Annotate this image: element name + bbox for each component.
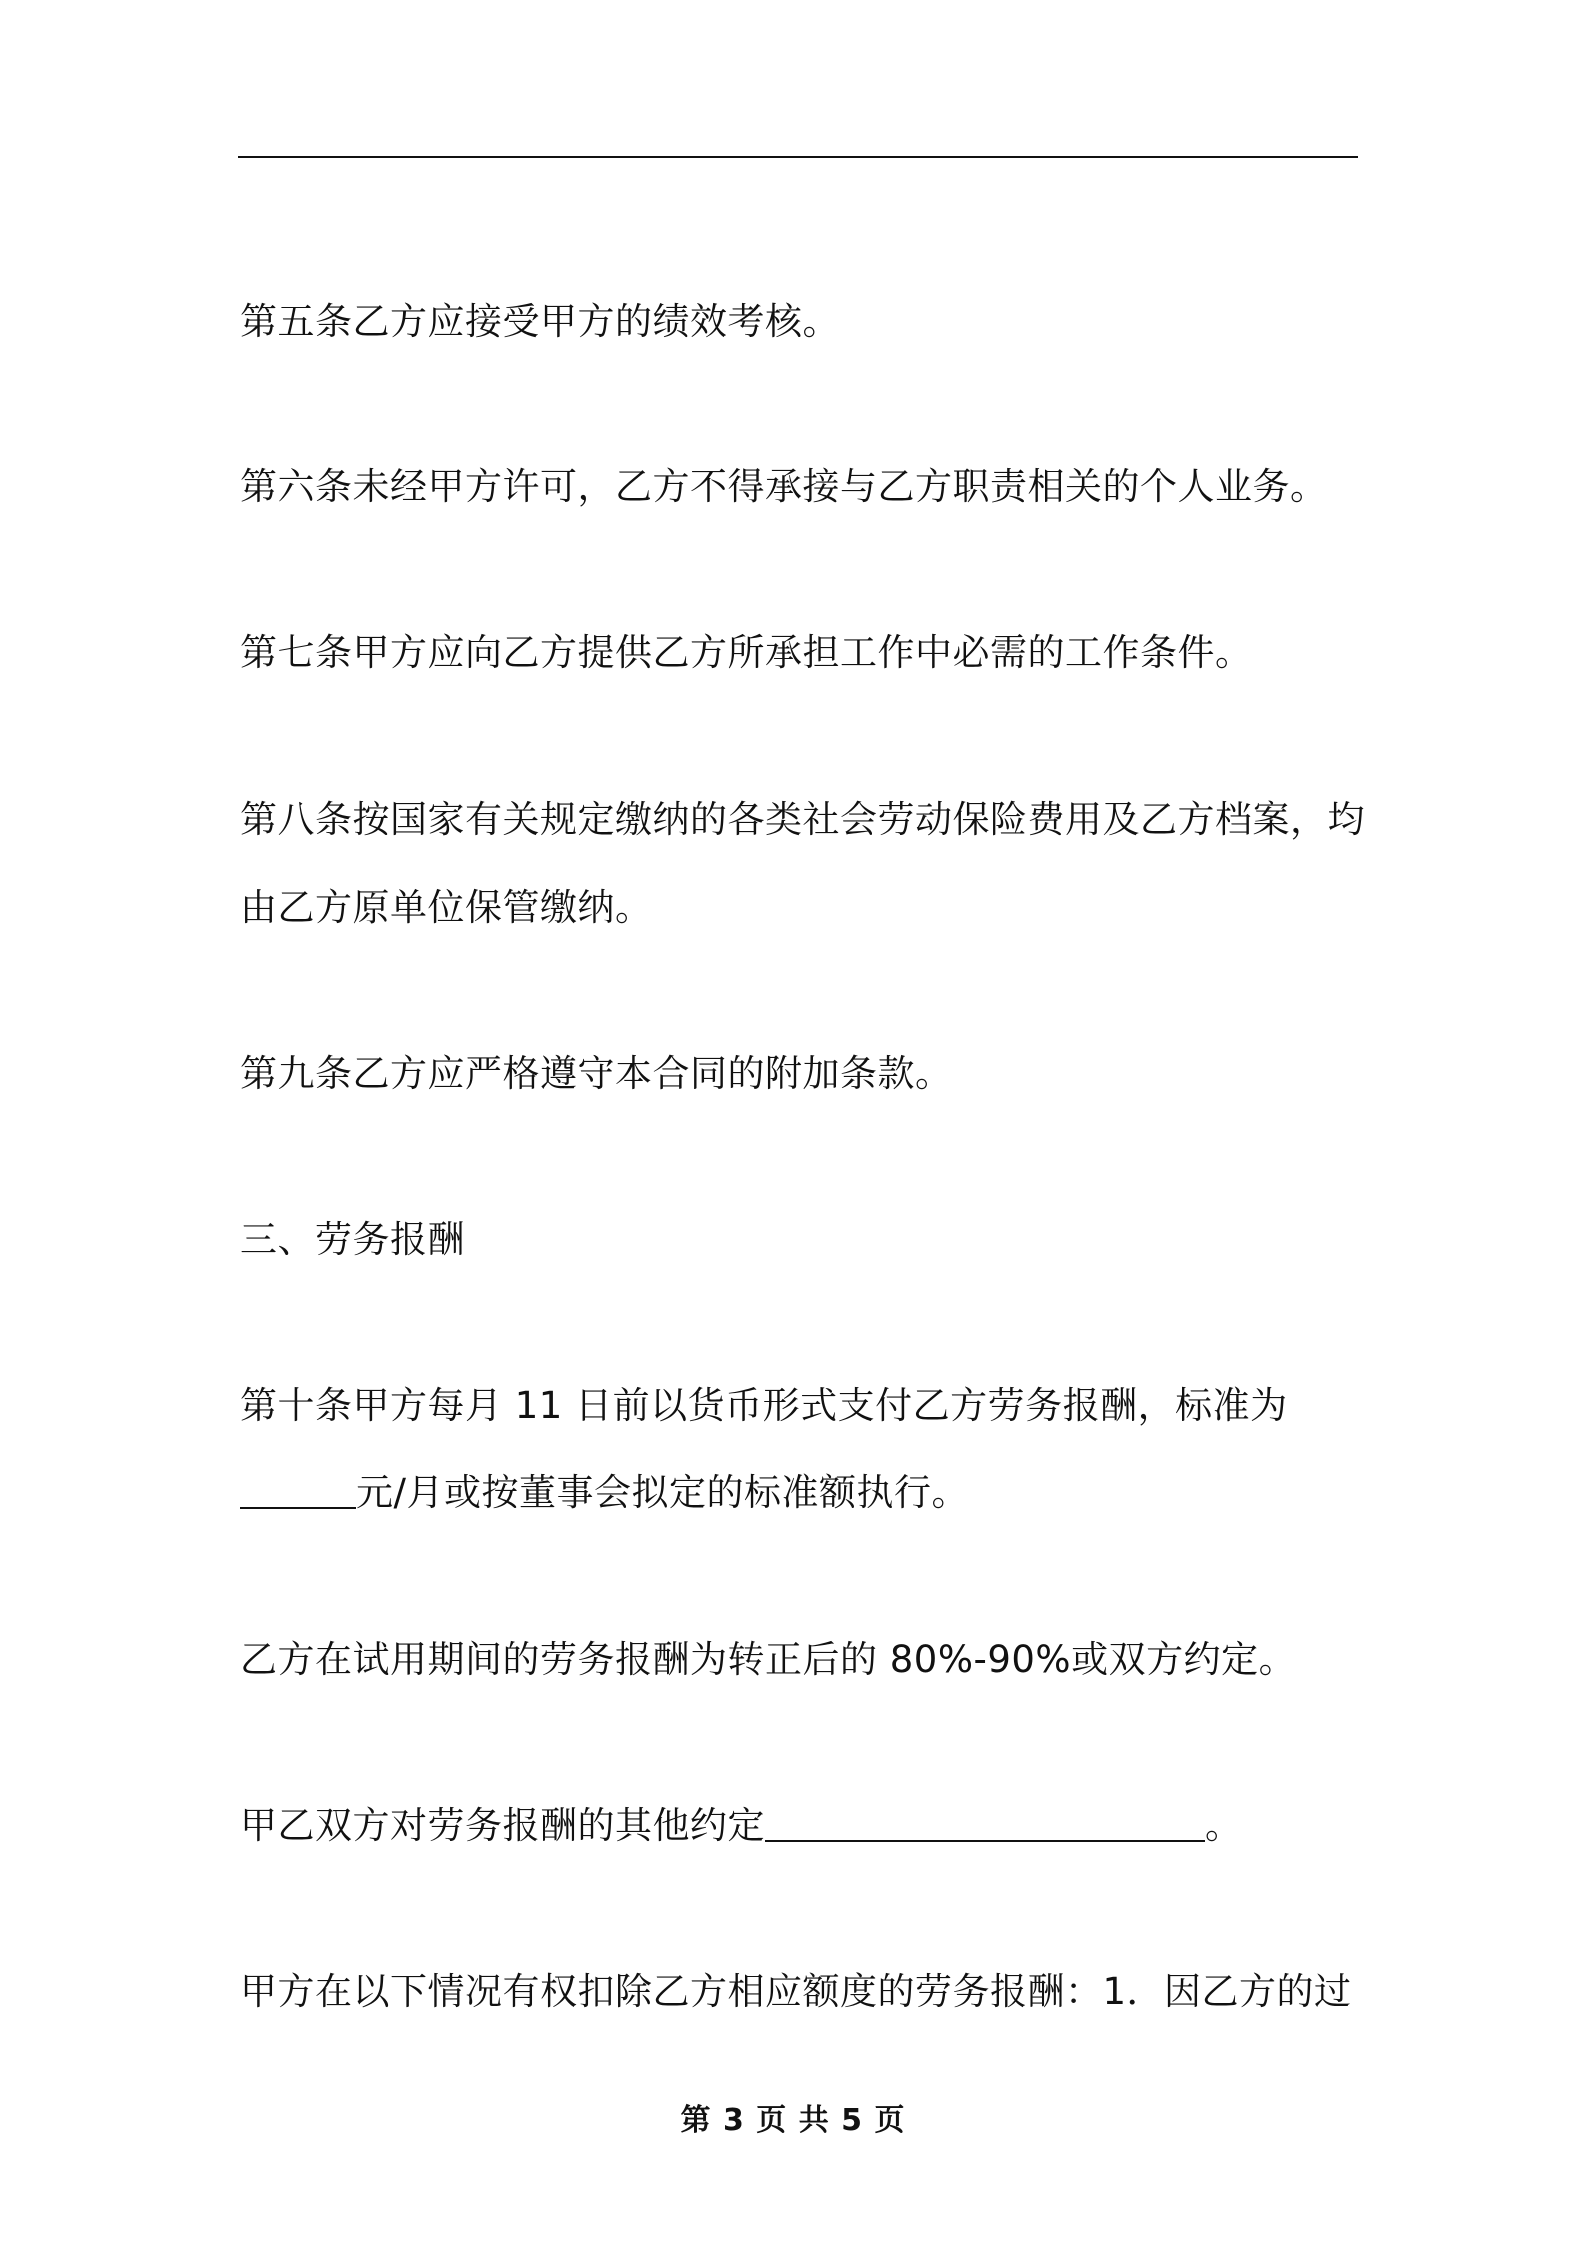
header-rule <box>238 156 1358 158</box>
article-10-line-2 <box>240 1449 1360 1537</box>
article-7: 第七条甲方应向乙方提供乙方所承担工作中必需的工作条件。 <box>240 631 1253 674</box>
page-number: 第 3 页 共 5 页 <box>680 2103 906 2138</box>
other-agreement-clause <box>240 1782 1360 1870</box>
article-10-line-1: 第十条甲方每月 11 日前以货币形式支付乙方劳务报酬，标准为 <box>240 1384 1288 1427</box>
other-agreement-blank <box>765 1810 1205 1842</box>
other-agreement-end: 。 <box>1205 1804 1243 1847</box>
deduction-clause: 甲方在以下情况有权扣除乙方相应额度的劳务报酬：1．因乙方的过 <box>240 1970 1352 2013</box>
article-8-line-1: 第八条按国家有关规定缴纳的各类社会劳动保险费用及乙方档案，均 <box>240 798 1365 841</box>
article-6: 第六条未经甲方许可，乙方不得承接与乙方职责相关的个人业务。 <box>240 465 1328 508</box>
article-10-line-2-text: 元/月或按董事会拟定的标准额执行。 <box>356 1471 969 1514</box>
article-5: 第五条乙方应接受甲方的绩效考核。 <box>240 300 840 343</box>
other-agreement-text: 甲乙双方对劳务报酬的其他约定 <box>240 1804 765 1847</box>
trial-period-clause: 乙方在试用期间的劳务报酬为转正后的 80%-90%或双方约定。 <box>240 1638 1297 1681</box>
amount-blank <box>240 1477 356 1509</box>
article-8-line-2: 由乙方原单位保管缴纳。 <box>240 886 653 929</box>
article-9: 第九条乙方应严格遵守本合同的附加条款。 <box>240 1052 953 1095</box>
section-heading: 三、劳务报酬 <box>240 1218 465 1261</box>
